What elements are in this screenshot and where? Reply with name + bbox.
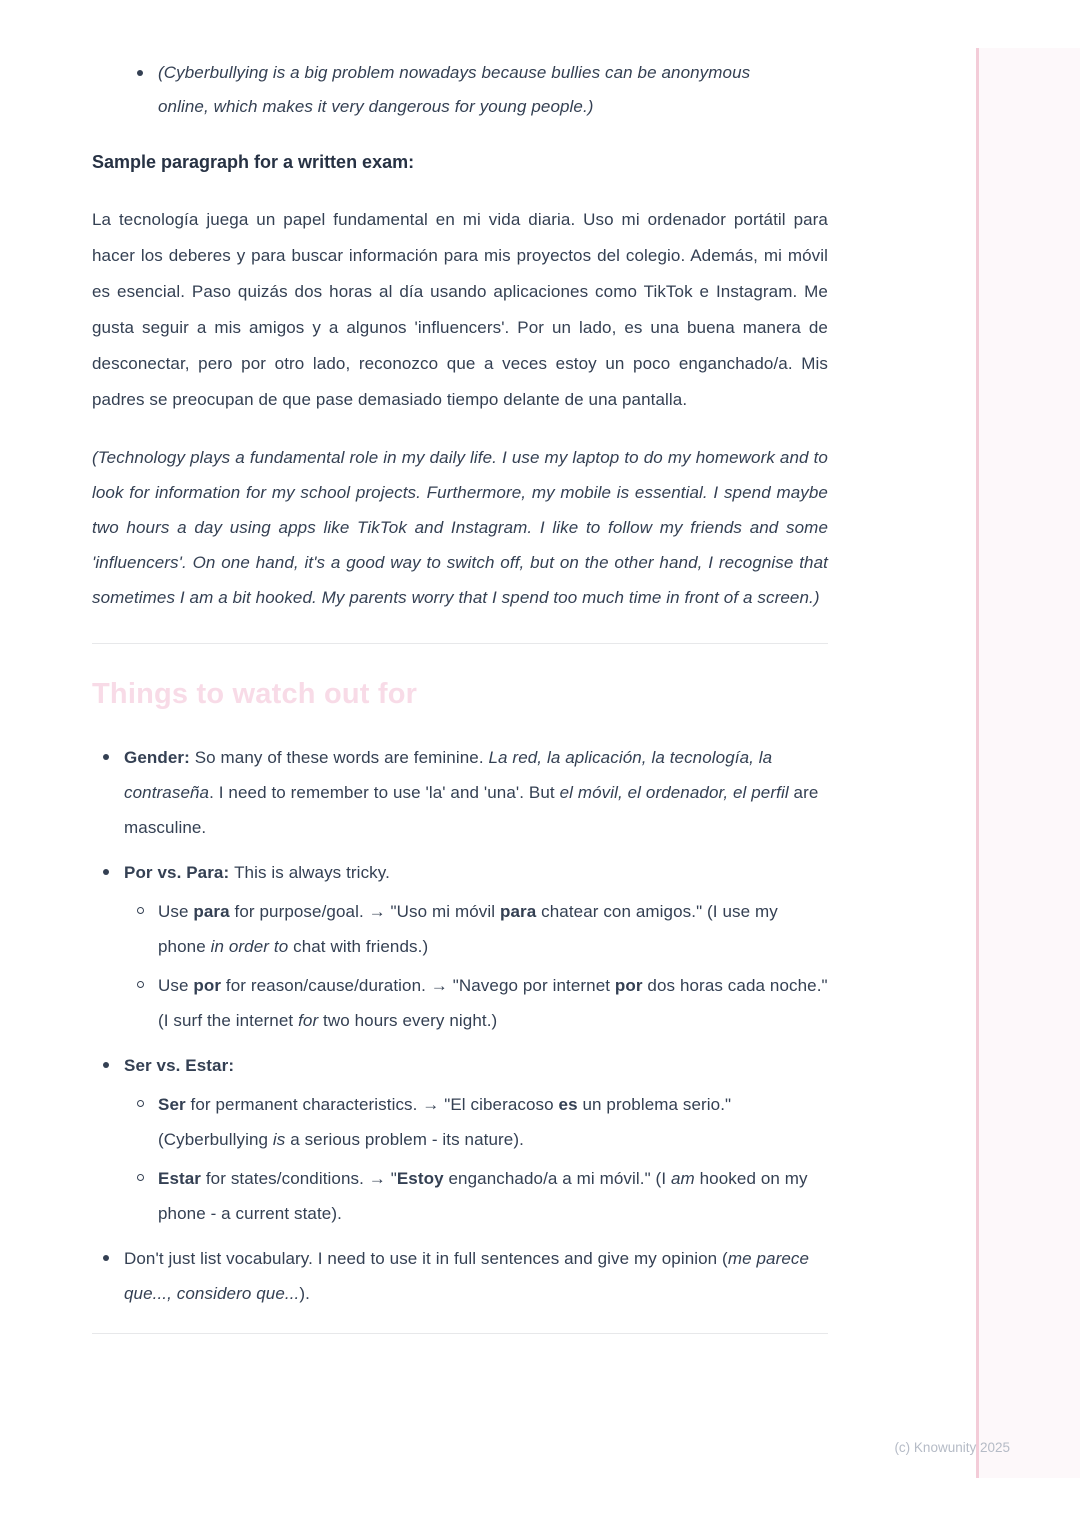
list-item bbox=[92, 1241, 828, 1311]
list-item bbox=[92, 1161, 828, 1231]
list-item-text: Use por for reason/cause/duration. → "Navego por internet por dos horas cada noche." (I surf the internet for two hours every night.) bbox=[158, 976, 828, 1030]
list-item bbox=[92, 1087, 828, 1157]
list-item bbox=[92, 968, 828, 1038]
list-item-text: Gender: So many of these words are feminine. La red, la aplicación, la tecnología, la contraseña. I need to remember to use 'la' and 'una'. But el móvil, el ordenador, el perfil are masculine. bbox=[124, 748, 819, 837]
bullet-disc-icon bbox=[103, 754, 109, 760]
list-item-text: Ser vs. Estar: bbox=[124, 1056, 235, 1075]
bullet-disc-icon bbox=[103, 1062, 109, 1068]
spanish-sample-paragraph: La tecnología juega un papel fundamental en mi vida diaria. Uso mi ordenador portátil para hacer los deberes y para buscar información para mis proyectos del colegio. Además, mi móvil es esencial. Paso quizás dos horas al día usando aplicaciones como TikTok e Instagram. Me gusta seguir a mis amigos y a algunos 'influencers'. Por un lado, es una buena manera de desconectar, pero por otro lado, reconozco que a veces estoy un poco enganchado/a. Mis padres se preocupan de que pase demasiado tiempo delante de una pantalla. bbox=[92, 210, 828, 409]
side-accent-line bbox=[976, 48, 979, 1478]
side-panel bbox=[979, 48, 1080, 1478]
list-item-text: Estar for states/conditions. → "Estoy enganchado/a a mi móvil." (I am hooked on my phone - a current state). bbox=[158, 1169, 808, 1223]
bullet-circle-icon bbox=[137, 981, 144, 988]
bullet-circle-icon bbox=[137, 907, 144, 914]
list-item bbox=[92, 1048, 828, 1083]
bullet-disc-icon bbox=[103, 869, 109, 875]
notes-content bbox=[92, 0, 828, 1334]
cyberbullying-translation-note: (Cyberbullying is a big problem nowadays because bullies can be anonymous online, which makes it very dangerous for young people.) bbox=[158, 63, 751, 116]
section-divider bbox=[92, 643, 828, 644]
list-item-text: Por vs. Para: This is always tricky. bbox=[124, 863, 390, 882]
copyright-credit: (c) Knowunity 2025 bbox=[894, 1440, 1010, 1455]
list-item-text: Ser for permanent characteristics. → "El ciberacoso es un problema serio." (Cyberbullying is a serious problem - its nature). bbox=[158, 1095, 732, 1149]
list-item-text: Use para for purpose/goal. → "Uso mi móvil para chatear con amigos." (I use my phone in order to chat with friends.) bbox=[158, 902, 778, 956]
watch-out-list bbox=[92, 740, 828, 1311]
list-item bbox=[92, 855, 828, 890]
bullet-circle-icon bbox=[137, 1100, 144, 1107]
english-translation-paragraph: (Technology plays a fundamental role in my daily life. I use my laptop to do my homework and to look for information for my school projects. Furthermore, my mobile is essential. I spend maybe two hours a day using apps like TikTok and Instagram. I like to follow my friends and some 'influencers'. On one hand, it's a good way to switch off, but on the other hand, I recognise that sometimes I am a bit hooked. My parents worry that I spend too much time in front of a screen.) bbox=[92, 448, 828, 607]
list-item bbox=[92, 740, 828, 845]
section-heading: Things to watch out for bbox=[92, 678, 418, 710]
footer-divider bbox=[92, 1333, 828, 1334]
list-item-text: Don't just list vocabulary. I need to use it in full sentences and give my opinion (me parece que..., considero que...). bbox=[124, 1249, 810, 1303]
bullet-disc-icon bbox=[137, 70, 143, 76]
list-item bbox=[92, 894, 828, 964]
bullet-disc-icon bbox=[103, 1255, 109, 1261]
list-item bbox=[92, 56, 828, 124]
bullet-circle-icon bbox=[137, 1174, 144, 1181]
sample-paragraph-heading: Sample paragraph for a written exam: bbox=[92, 152, 415, 172]
